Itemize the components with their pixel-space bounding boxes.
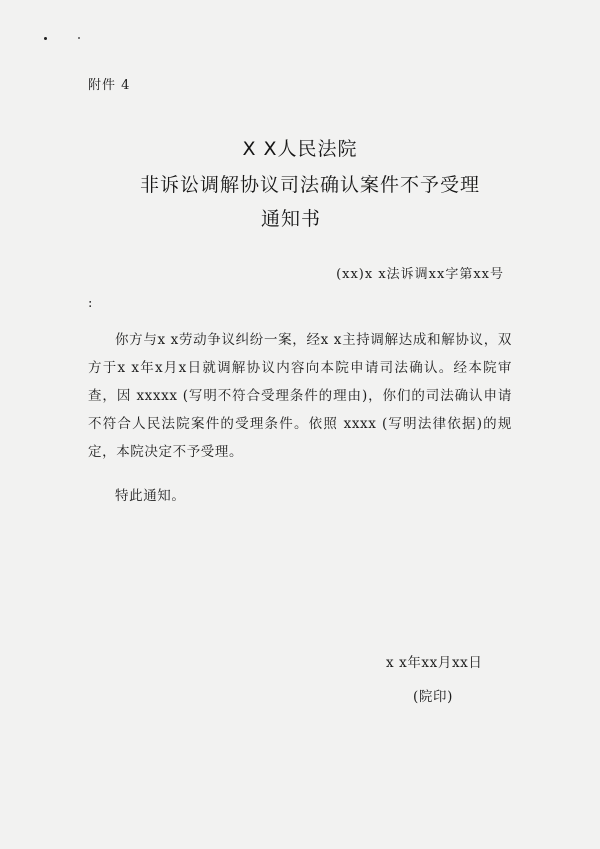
court-seal-line: (院印) (413, 689, 453, 705)
document-title: 非诉讼调解协议司法确认案件不予受理 (139, 174, 480, 196)
closing-line: 特此通知。 (115, 488, 186, 504)
court-name-title: X X人民法院 (242, 138, 358, 160)
notice-title: 通知书 (261, 208, 322, 230)
scan-speck-mark (78, 37, 80, 39)
attachment-label: 附件 4 (88, 78, 131, 93)
scan-speck-mark (44, 37, 47, 40)
body-paragraph: 你方与x x劳动争议纠纷一案，经x x主持调解达成和解协议，双方于x x年x月x日就调解协议内容向本院申请司法确认。经本院审查，因 xxxxx (写明不符合受理条件的理由)，你们的司法确认申请不符合人民法院案件的受理条件。依照 xxxx (写明法律依据)的规定，本院决定不予受理。 (88, 332, 512, 460)
case-number: (xx)x x法诉调xx字第xx号 (336, 267, 504, 282)
addressee-line: : (88, 296, 93, 311)
date-line: x x年xx月xx日 (386, 655, 483, 671)
